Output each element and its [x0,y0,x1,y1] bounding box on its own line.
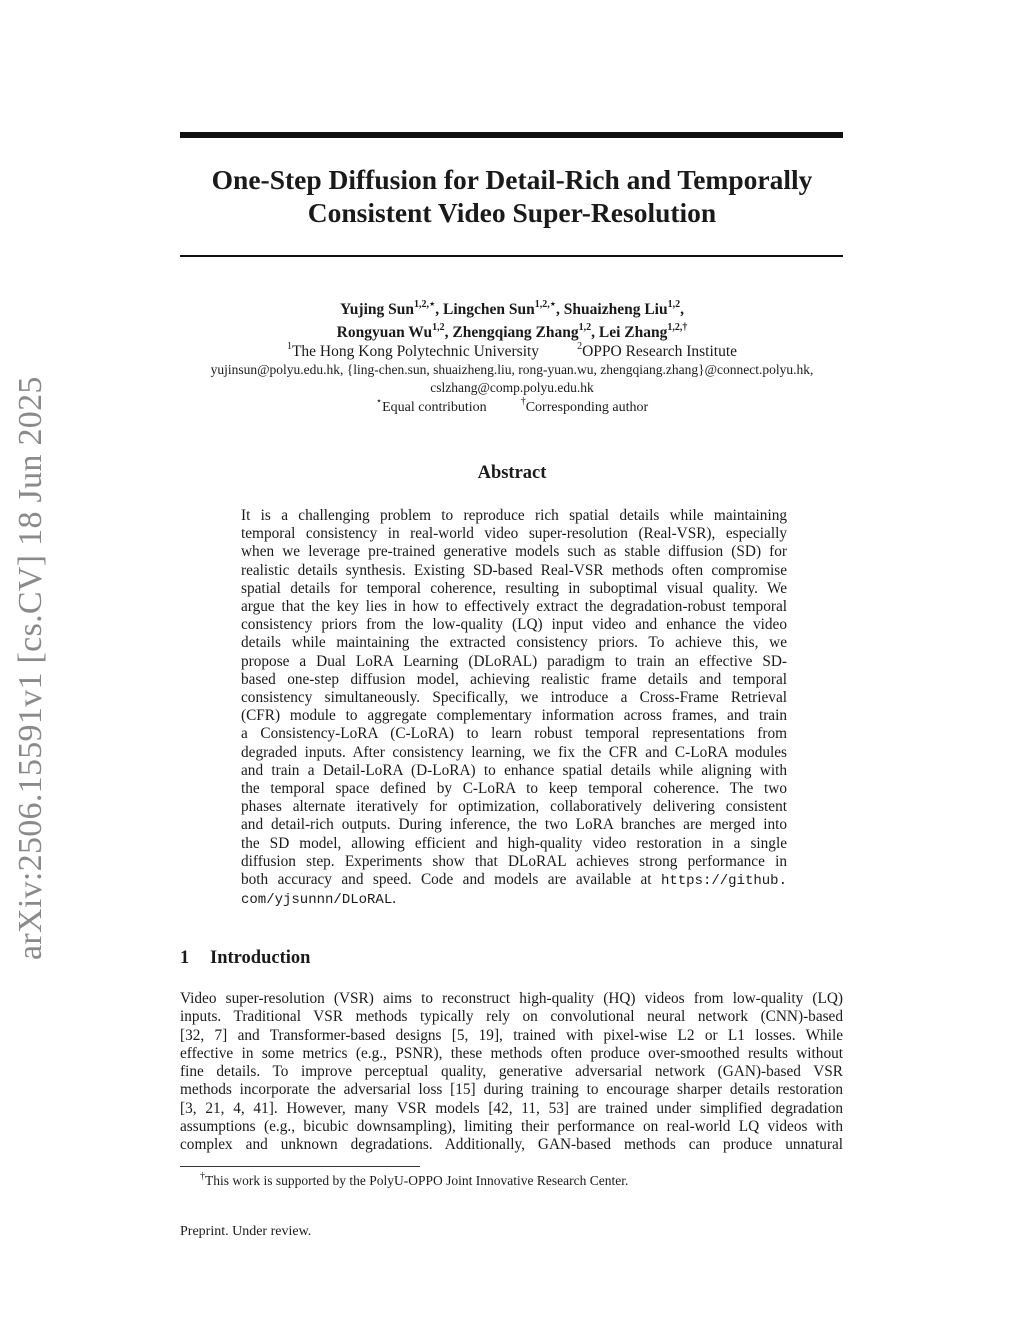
abstract-line: and train a Detail-LoRA (D-LoRA) to enhance spatial details while aligning with [241,761,787,779]
code-link-continued[interactable]: com/yjsunnn/DLoRAL [241,892,393,909]
intro-line: Video super-resolution (VSR) aims to reconstruct high-quality (HQ) videos from low-quality (LQ) [180,990,843,1007]
author-name: Lingchen Sun [443,301,535,318]
preprint-note: Preprint. Under review. [180,1224,312,1239]
affiliation-sup: 2 [577,340,583,352]
footnote-sup: † [200,1170,205,1182]
intro-line: complex and unknown degradations. Additionally, GAN-based methods can produce unnatural [180,1136,843,1154]
abstract-line: diffusion step. Experiments show that DLoRAL achieves strong performance in [241,852,787,870]
abstract-line: details while maintaining the extracted consistency priors. To achieve this, we [241,634,787,652]
arxiv-stamp: arXiv:2506.15591v1 [cs.CV] 18 Jun 2025 [12,376,49,960]
intro-line: assumptions (e.g., bicubic downsampling), limiting their performance on real-world LQ videos with [180,1118,843,1136]
author-line: Rongyuan Wu$^{1,2}$, Zhengqiang Zhang$^{1,2}$, Lei Zhang$^{1,2,\dagger}$ [336,321,688,341]
footnote-text: This work is supported by the PolyU-OPPO Joint Innovative Research Center. [205,1173,629,1188]
section-heading-introduction [180,948,310,969]
paper-title [150,163,874,229]
affiliation-name: The Hong Kong Polytechnic University [291,343,540,360]
introduction-text [180,990,843,1155]
intro-line: fine details. To improve perceptual quality, generative adversarial network (GAN)-based VSR [180,1063,843,1081]
intro-line: [3, 21, 4, 41]. However, many VSR models [42, 11, 53] are trained under simplified degradation [180,1099,843,1117]
abstract-line: the temporal space defined by C-LoRA to keep temporal coherence. The two [241,780,787,798]
author-sup: 1,2,† [667,321,688,333]
author-note [521,398,648,418]
footnote-rule [180,1166,420,1167]
affiliation [287,342,539,362]
author-sup: 1,2 [578,321,592,333]
code-link[interactable]: https://github. [660,873,787,890]
author-sup: 1,2 [667,298,681,310]
email-line: yujinsun@polyu.edu.hk, {ling-chen.sun, shuaizheng.liu, rong-yuan.wu, zhengqiang.zhang}@connect.polyu.hk, [210,362,814,377]
abstract-line: temporal consistency in real-world video super-resolution (Real-VSR), especially [241,525,787,543]
abstract-line: (CFR) module to aggregate complementary information across frames, and train [241,707,787,725]
author-name: Yujing Sun [340,301,414,318]
abstract-line: degraded inputs. After consistency learning, we fix the CFR and C-LoRA modules [241,743,787,761]
abstract-line: It is a challenging problem to reproduce rich spatial details while maintaining [241,507,787,524]
affiliations [150,342,874,362]
author-notes [150,398,874,418]
note-sup: ⋆ [375,396,383,408]
abstract-line: when we leverage pre-trained generative models such as stable diffusion (SD) for [241,543,787,561]
footnote [200,1170,629,1189]
abstract-line: phases alternate iteratively for optimization, collaboratively delivering consistent [241,798,787,816]
note-text: Equal contribution [382,400,487,415]
title-line: Consistent Video Super-Resolution [307,197,717,228]
abstract-line: consistency priors from the low-quality (LQ) input video and enhance the video [241,616,787,634]
abstract-end-punct: . [392,890,397,908]
author-list [130,298,894,344]
author-name: Zhengqiang Zhang [452,324,579,341]
author-sup: 1,2 [432,321,445,333]
abstract-line: propose a Dual LoRA Learning (DLoRAL) paradigm to train an effective SD- [241,652,787,670]
section-title: Introduction [210,948,311,968]
abstract-line: and detail-rich outputs. During inference, the two LoRA branches are merged into [241,816,787,834]
author-name: Shuaizheng Liu [563,301,668,318]
author-name: Rongyuan Wu [336,324,433,341]
intro-line: effective in some metrics (e.g., PSNR), these methods often produce over-smoothed results without [180,1044,843,1062]
section-number: 1 [180,948,190,968]
abstract-line: a Consistency-LoRA (C-LoRA) to learn robust temporal representations from [241,725,787,743]
abstract-line: consistency simultaneously. Specifically, we introduce a Cross-Frame Retrieval [241,689,787,707]
title-line: One-Step Diffusion for Detail-Rich and Temporally [211,164,813,195]
title-bottom-rule [180,255,843,257]
abstract-line [241,890,787,909]
abstract-line [241,871,787,890]
intro-line: [32, 7] and Transformer-based designs [5, 19], trained with pixel-wise L2 or L1 losses. While [180,1026,843,1044]
note-sup: † [520,396,526,408]
abstract-line: spatial details for temporal coherence, resulting in suboptimal visual quality. We [241,579,787,597]
author-line: Yujing Sun$^{1,2,⋆}$, Lingchen Sun$^{1,2,⋆}$, Shuaizheng Liu$^{1,2}$, [340,298,684,318]
abstract-line-text: both accuracy and speed. Code and models are available at [241,871,652,889]
note-text: Corresponding author [525,400,649,415]
author-name: Lei Zhang [598,324,668,341]
affiliation [577,342,737,362]
email-line: cslzhang@comp.polyu.edu.hk [430,380,594,395]
author-sup: 1,2,⋆ [534,298,557,310]
abstract-line: argue that the key lies in how to effectively extract the degradation-robust temporal [241,598,787,616]
intro-line: inputs. Traditional VSR methods typically rely on convolutional neural network (CNN)-based [180,1008,843,1026]
abstract-heading: Abstract [477,463,547,483]
abstract-line: the SD model, allowing efficient and high-quality video restoration in a single [241,834,787,852]
author-sup: 1,2,⋆ [413,298,436,310]
abstract-line: based one-step diffusion model, achieving realistic frame details and temporal [241,670,787,688]
author-note [376,398,487,418]
abstract-text [241,507,787,909]
affiliation-name: OPPO Research Institute [582,343,738,360]
affiliation-sup: 1 [286,340,292,352]
abstract-line: realistic details synthesis. Existing SD-based Real-VSR methods often compromise [241,561,787,579]
author-emails [120,361,904,397]
title-top-rule [180,132,843,138]
intro-line: methods incorporate the adversarial loss [15] during training to encourage sharper details restoration [180,1081,843,1099]
